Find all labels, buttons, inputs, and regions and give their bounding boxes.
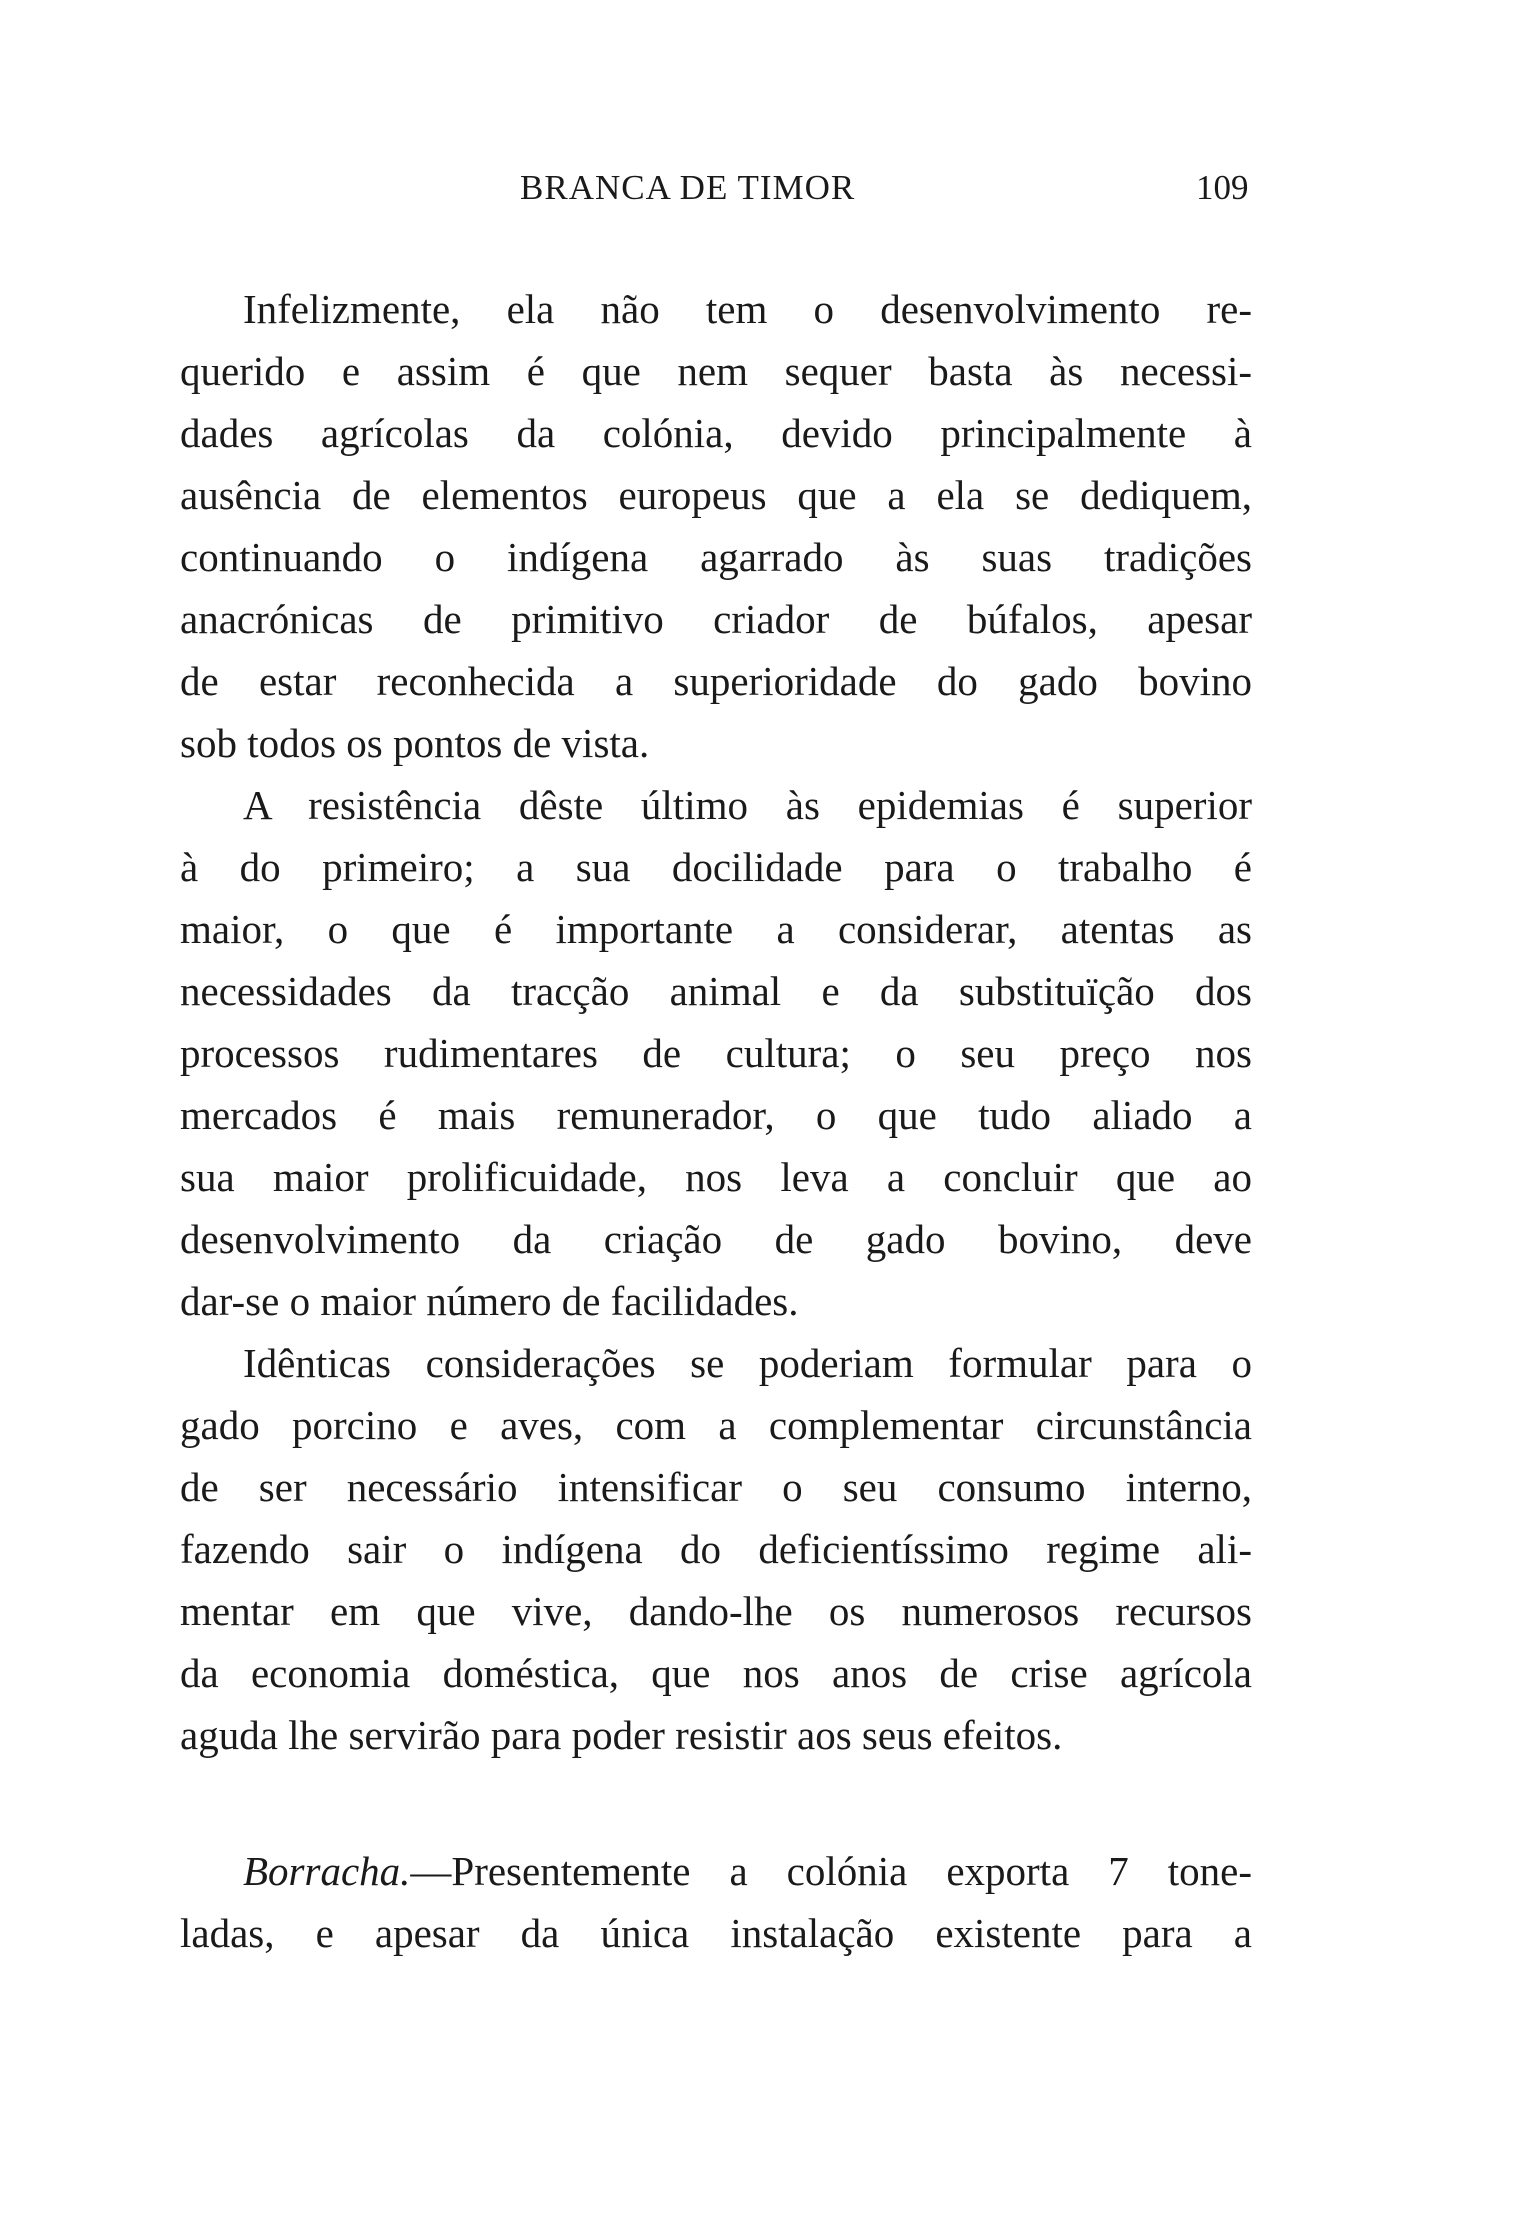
section-gap [180,1766,1252,1840]
text-line: ausência de elementos europeus que a ela se dediquem, [180,472,1252,518]
text-line: A resistência dêste último às epidemias é superior [243,782,1252,828]
text-line: fazendo sair o indígena do deficientíssimo regime ali- [180,1526,1252,1572]
text-line: aguda lhe servirão para poder resistir aos seus efeitos. [180,1712,1063,1758]
text-line: Idênticas considerações se poderiam formular para o [243,1340,1252,1386]
text-line: dades agrícolas da colónia, devido principalmente à [180,410,1252,456]
text-line: à do primeiro; a sua docilidade para o trabalho é [180,844,1252,890]
text-line [180,1840,1252,1902]
text-line: sua maior prolificuidade, nos leva a concluir que ao [180,1154,1252,1200]
text-line: mercados é mais remunerador, o que tudo aliado a [180,1092,1252,1138]
body-text [180,278,1252,1964]
text-line: gado porcino e aves, com a complementar circunstância [180,1402,1252,1448]
text-line: mentar em que vive, dando-lhe os numerosos recursos [180,1588,1252,1634]
text-line: da economia doméstica, que nos anos de crise agrícola [180,1650,1252,1696]
text-line: de estar reconhecida a superioridade do gado bovino [180,658,1252,704]
text-line: anacrónicas de primitivo criador de búfalos, apesar [180,596,1252,642]
text-line: Infelizmente, ela não tem o desenvolvimento re- [243,286,1252,332]
text-line: ladas, e apesar da única instalação existente para a [180,1910,1252,1956]
text-line: de ser necessário intensificar o seu consumo interno, [180,1464,1252,1510]
section-text: —Presentemente a colónia exporta 7 tone- [410,1848,1252,1894]
text-line: querido e assim é que nem sequer basta às necessi- [180,348,1252,394]
text-line: sob todos os pontos de vista. [180,720,650,766]
text-line: necessidades da tracção animal e da substituïção dos [180,968,1252,1014]
page-number: 109 [1196,168,1249,207]
paragraph [180,1332,1252,1766]
text-line: continuando o indígena agarrado às suas tradições [180,534,1252,580]
text-line: maior, o que é importante a considerar, atentas as [180,906,1252,952]
text-line: desenvolvimento da criação de gado bovino, deve [180,1216,1252,1262]
section-paragraph [180,1840,1252,1964]
paragraph [180,278,1252,774]
paragraph [180,774,1252,1332]
running-title: BRANCA DE TIMOR [520,168,856,207]
section-title: Borracha. [243,1848,411,1894]
text-line: dar-se o maior número de facilidades. [180,1278,799,1324]
text-line: processos rudimentares de cultura; o seu preço nos [180,1030,1252,1076]
